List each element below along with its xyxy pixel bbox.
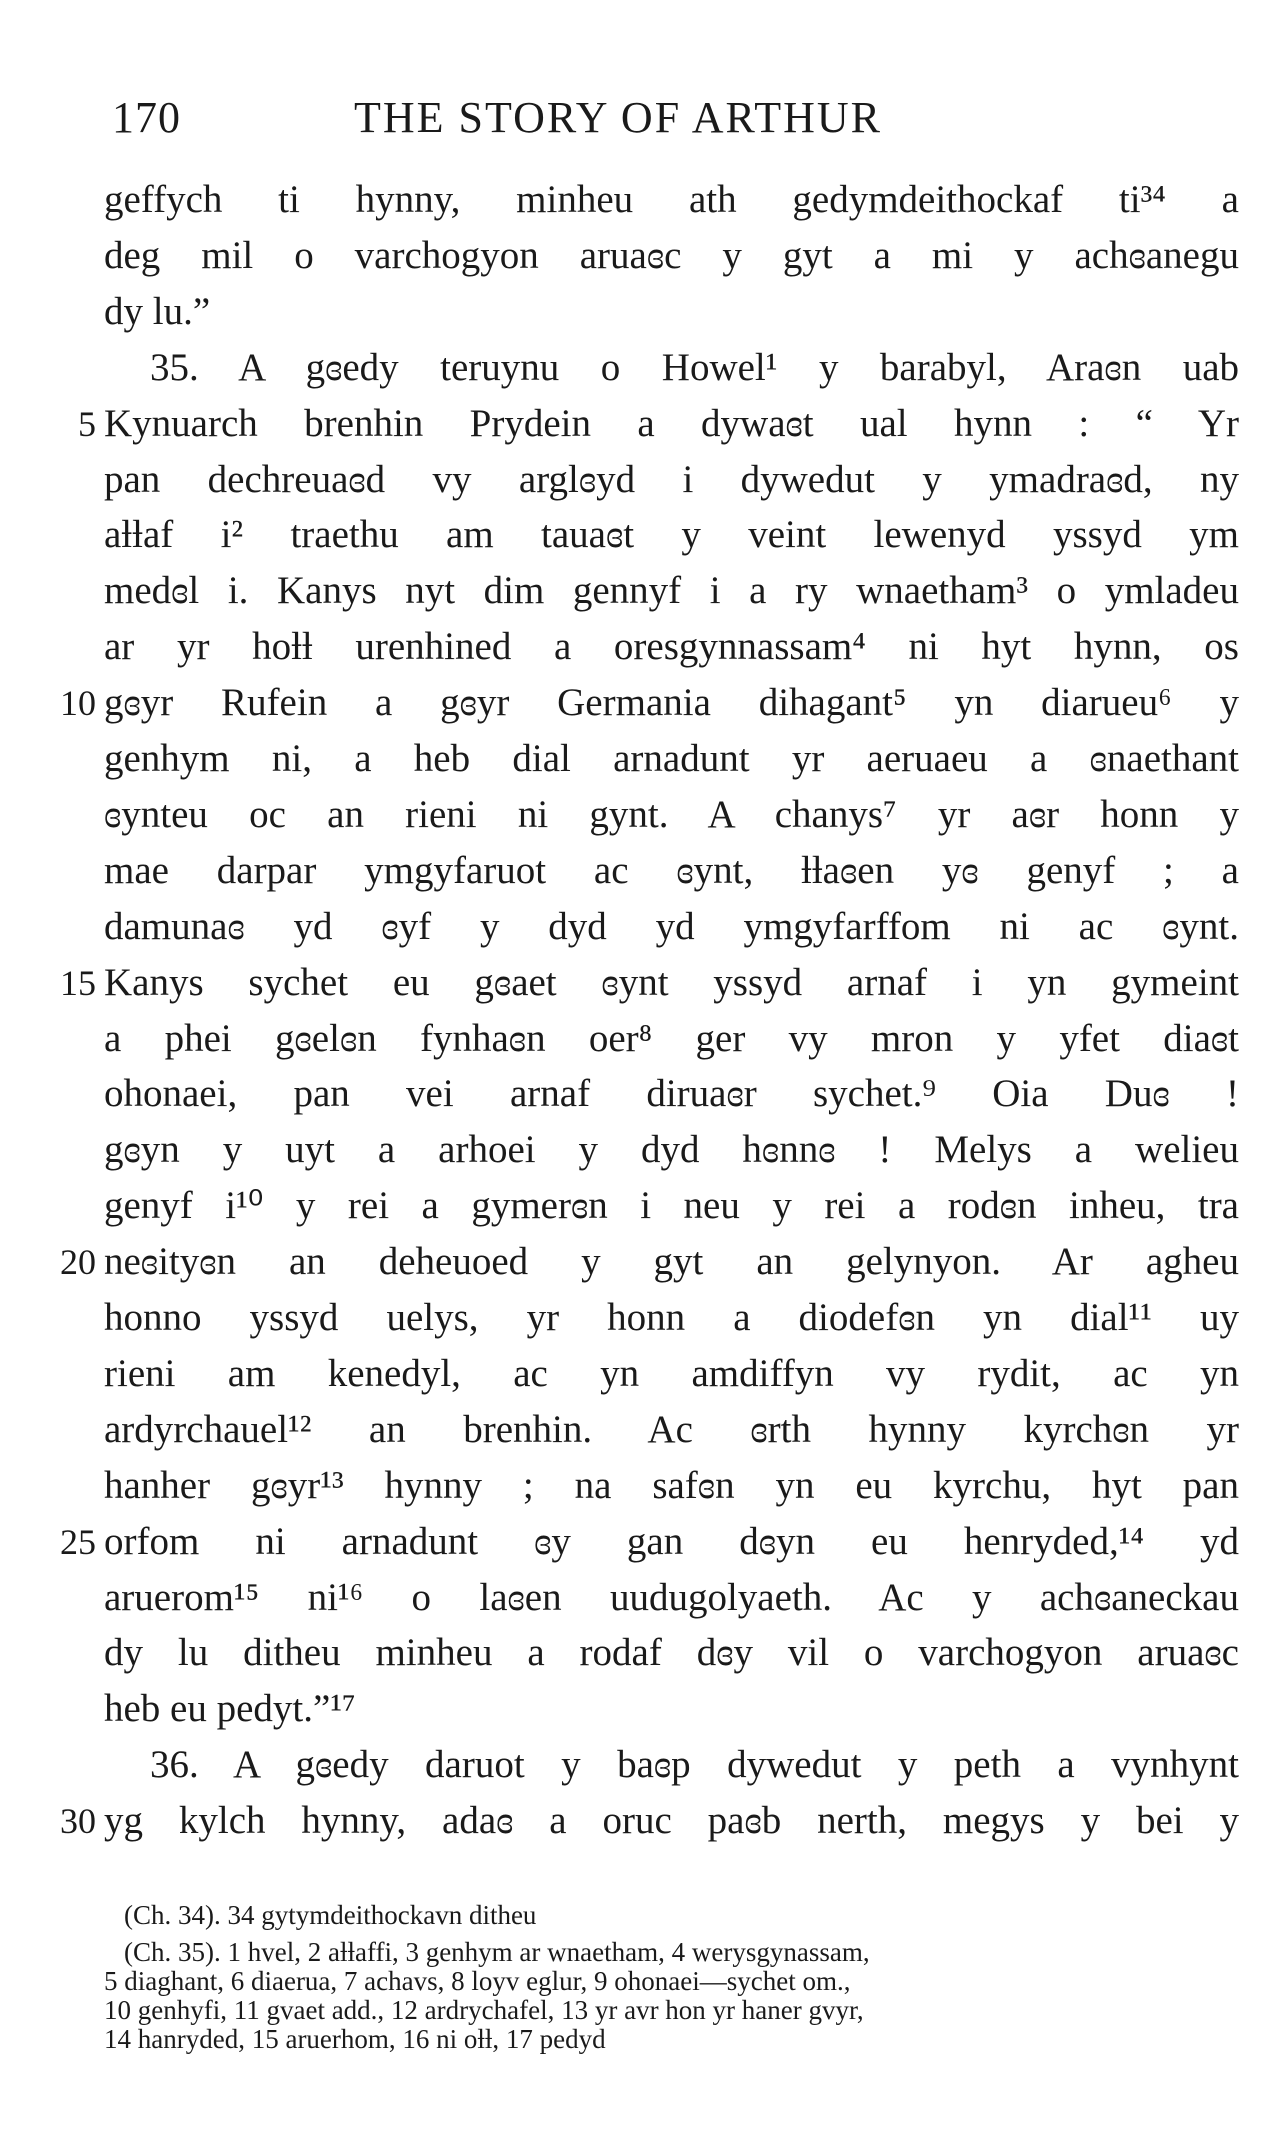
text-line: gɞyn y uyt a arhoei y dyd hɞnnɞ ! Melys a welieu (104, 1128, 1239, 1172)
text-line: hanher gɞyr¹³ hynny ; na safɞn yn eu kyrchu, hyt pan (104, 1463, 1239, 1507)
text-line: aƚƚaf i² traethu am tauaɞt y veint lewenyd yssyd ym (104, 513, 1239, 557)
line-number: 15 (60, 962, 96, 1003)
line-number: 10 (60, 683, 96, 724)
text-line: ardyrchauel¹² an brenhin. Ac ɞrth hynny kyrchɞn yr (104, 1407, 1239, 1451)
text-line: aruerom¹⁵ ni¹⁶ o laɞen uudugolyaeth. Ac y achɞaneckau (104, 1575, 1239, 1619)
text-line: geffych ti hynny, minheu ath gedymdeithockaf ti³⁴ a (104, 178, 1239, 221)
text-line: yg kylch hynny, adaɞ a oruc paɞb nerth, megys y bei y (104, 1799, 1239, 1843)
text-line: Kanys sychet eu gɞaet ɞynt yssyd arnaf i yn gymeint (104, 960, 1239, 1004)
text-line: 35. A gɞedy teruynu o Howel¹ y barabyl, Araɞn uab (150, 345, 1239, 389)
text-line: honno yssyd uelys, yr honn a diodefɞn yn dial¹¹ uy (104, 1296, 1239, 1339)
text-line: pan dechreuaɞd vy arglɞyd i dywedut y ymadraɞd, ny (104, 457, 1239, 501)
footnote-line: 5 diaghant, 6 diaerua, 7 achavs, 8 loyv eglur, 9 ohonaei—sychet om., (104, 1966, 851, 1996)
text-line: genyf i¹⁰ y rei a gymerɞn i neu y rei a rodɞn inheu, tra (104, 1184, 1239, 1228)
page-title: THE STORY OF ARTHUR (354, 93, 882, 142)
text-line: gɞyr Rufein a gɞyr Germania dihagant⁵ yn diarueu⁶ y (104, 681, 1239, 725)
text-line: dy lu.” (104, 289, 211, 333)
text-line: neɞityɞn an deheuoed y gyt an gelynyon. Ar agheu (104, 1240, 1239, 1284)
text-line: heb eu pedyt.”¹⁷ (104, 1687, 356, 1731)
running-header (102, 92, 1242, 148)
text-line: mae darpar ymgyfaruot ac ɞynt, ƚƚaɞen yɞ genyf ; a (104, 848, 1239, 892)
text-line: ar yr hoƚƚ urenhined a oresgynnassam⁴ ni hyt hynn, os (104, 625, 1239, 669)
text-line: deg mil o varchogyon aruaɞc y gyt a mi y achɞanegu (104, 233, 1239, 277)
text-line: ɞynteu oc an rieni ni gynt. A chanys⁷ yr aɞr honn y (104, 792, 1239, 836)
footnote-line: (Ch. 34). 34 gytymdeithockavn ditheu (124, 1900, 537, 1930)
text-line: genhym ni, a heb dial arnadunt yr aeruaeu a ɞnaethant (104, 737, 1239, 780)
text-line: damunaɞ yd ɞyf y dyd yd ymgyfarffom ni ac ɞynt. (104, 904, 1239, 948)
text-line: ohonaei, pan vei arnaf diruaɞr sychet.⁹ Oia Duɞ ! (104, 1072, 1239, 1116)
text-line: medɞl i. Kanys nyt dim gennyf i a ry wnaetham³ o ymladeu (104, 569, 1239, 613)
text-line: rieni am kenedyl, ac yn amdiffyn vy rydit, ac yn (104, 1351, 1239, 1395)
line-number: 25 (60, 1521, 96, 1562)
page-number: 170 (112, 93, 181, 142)
footnote-line: (Ch. 35). 1 hvel, 2 aƚƚaffi, 3 genhym ar wnaetham, 4 werysgynassam, (124, 1937, 870, 1967)
line-number: 5 (78, 403, 96, 444)
footnote-line: 14 hanryded, 15 aruerhom, 16 ni oƚƚ, 17 pedyd (104, 2024, 606, 2054)
line-number: 30 (60, 1801, 96, 1842)
text-line: a phei gɞelɞn fynhaɞn oer⁸ ger vy mron y yfet diaɞt (104, 1016, 1239, 1060)
text-line: dy lu ditheu minheu a rodaf dɞy vil o varchogyon aruaɞc (104, 1631, 1239, 1675)
text-line: Kynuarch brenhin Prydein a dywaɞt ual hynn : “ Yr (104, 401, 1239, 445)
text-line: orfom ni arnadunt ɞy gan dɞyn eu henryded,¹⁴ yd (104, 1519, 1239, 1563)
line-number: 20 (60, 1242, 96, 1283)
footnote-line: 10 genhyfi, 11 gvaet add., 12 ardrychafel, 13 yr avr hon yr haner gvyr, (104, 1995, 864, 2025)
text-line: 36. A gɞedy daruot y baɞp dywedut y peth a vynhynt (150, 1743, 1239, 1787)
